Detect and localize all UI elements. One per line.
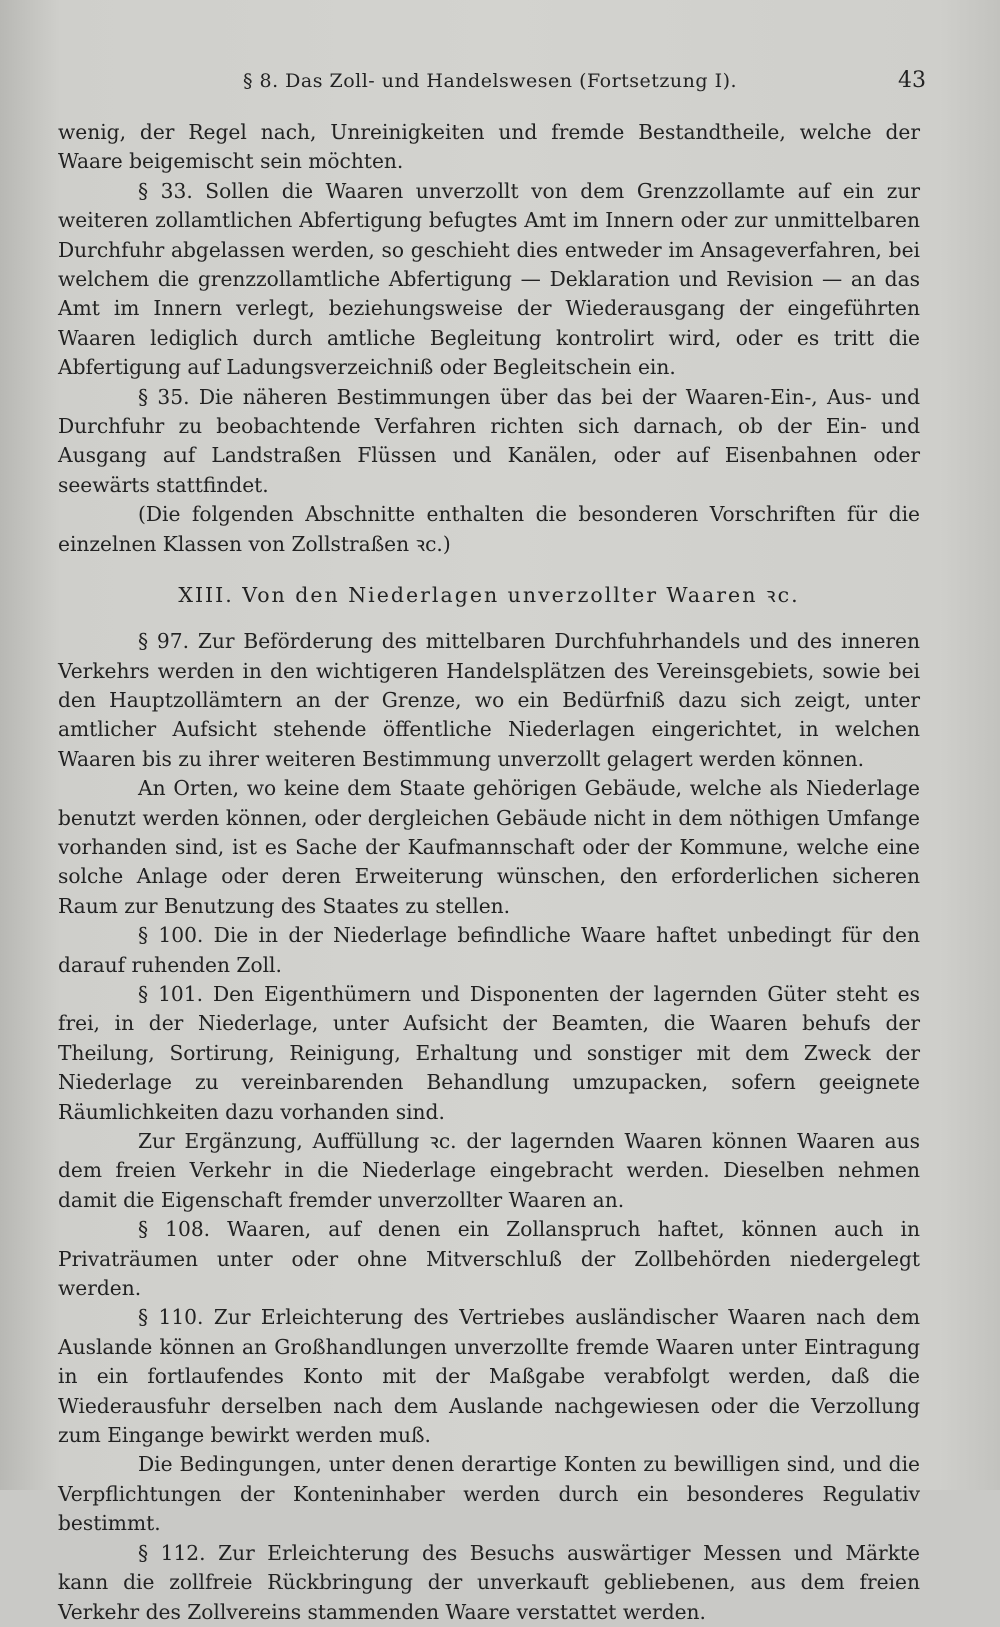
paragraph-section-100: § 100. Die in der Niederlage befindliche Waare haftet unbedingt für den darauf ruhenden Zoll. bbox=[58, 923, 920, 977]
paragraph-section-97: § 97. Zur Beförderung des mittelbaren Durchfuhrhandels und des inneren Verkehrs werden in den wichtigeren Handelsplätzen des Vereinsgebiets, sowie bei den Hauptzollämtern an der Grenze, wo ein Bedürfniß dazu sich zeigt, unter amtlicher Aufsicht stehende öffentliche Niederlagen eingerichtet, in welchen Waaren bis zu ihrer weiteren Bestimmung unverzollt gelagert werden können. bbox=[58, 629, 920, 771]
paragraph-section-101: § 101. Den Eigenthümern und Disponenten der lagernden Güter steht es frei, in der Niederlage, unter Aufsicht der Beamten, die Waaren behufs der Theilung, Sortirung, Reinigung, Erhaltung und sonstiger mit dem Zweck der Niederlage zu vereinbarenden Behandlung umzupacken, sofern geeignete Räumlichkeiten dazu vorhanden sind. bbox=[58, 981, 920, 1124]
running-head: § 8. Das Zoll- und Handelswesen (Fortsetzung I). bbox=[242, 70, 738, 92]
paragraph-section-35: § 35. Die näheren Bestimmungen über das bei der Waaren-Ein-, Aus- und Durchfuhr zu beobachtende Verfahren richten sich darnach, ob der Ein- und Ausgang auf Landstraßen Flüssen und Kanälen, oder auf Eisenbahnen oder seewärts stattfindet. bbox=[58, 384, 920, 497]
paragraph-section-101-cont: Zur Ergänzung, Auffüllung ꝛc. der lagernden Waaren können Waaren aus dem freien Verkehr in die Niederlage eingebracht werden. Dieselben nehmen damit die Eigenschaft fremder unverzollter Waaren an. bbox=[58, 1129, 920, 1212]
section-heading: XIII. Von den Niederlagen unverzollter Waaren ꝛc. bbox=[178, 583, 800, 608]
paragraph-note-sections: (Die folgenden Abschnitte enthalten die besonderen Vorschriften für die einzelnen Klassen von Zollstraßen ꝛc.) bbox=[58, 502, 920, 556]
paragraph-section-108: § 108. Waaren, auf denen ein Zollanspruch haftet, können auch in Privaträumen unter oder ohne Mitverschluß der Zollbehörden niedergelegt werden. bbox=[58, 1217, 920, 1301]
body-text bbox=[58, 118, 920, 1627]
paragraph-section-112: § 112. Zur Erleichterung des Besuchs auswärtiger Messen und Märkte kann die zollfreie Rückbringung der unverkauft gebliebenen, aus dem freien Verkehr des Zollvereins stammenden Waare verstattet werden. bbox=[58, 1540, 920, 1624]
paragraph-section-97-cont: An Orten, wo keine dem Staate gehörigen Gebäude, welche als Niederlage benutzt werden können, oder dergleichen Gebäude nicht in dem nöthigen Umfange vorhanden sind, ist es Sache der Kaufmannschaft oder der Kommune, welche eine solche Anlage oder deren Erweiterung wünschen, den erforderlichen sicheren Raum zur Benutzung des Staates zu stellen. bbox=[58, 776, 920, 918]
page-number: 43 bbox=[898, 68, 926, 93]
paragraph-section-110-cont: Die Bedingungen, unter denen derartige Konten zu bewilligen sind, und die Verpflichtungen der Konteninhaber werden durch ein besonderes Regulativ bestimmt. bbox=[58, 1452, 920, 1536]
paragraph-section-33: § 33. Sollen die Waaren unverzollt von dem Grenzzollamte auf ein zur weiteren zollamtlichen Abfertigung befugtes Amt im Innern oder zur unmittelbaren Durchfuhr abgelassen werden, so geschieht dies entweder im Ansageverfahren, bei welchem die grenzzollamtliche Abfertigung — Deklaration und Revision — an das Amt im Innern verlegt, beziehungsweise der Wiederausgang der eingeführten Waaren lediglich durch amtliche Begleitung kontrolirt wird, oder es tritt die Abfertigung auf Ladungsverzeichniß oder Begleitschein ein. bbox=[58, 178, 920, 380]
paragraph-section-110: § 110. Zur Erleichterung des Vertriebes ausländischer Waaren nach dem Auslande können an Großhandlungen unverzollte fremde Waaren unter Eintragung in ein fortlaufendes Konto mit der Maßgabe verabfolgt werden, daß die Wiederausfuhr derselben nach dem Auslande nachgewiesen oder die Verzollung zum Eingange bewirkt werden muß. bbox=[58, 1305, 920, 1448]
page-header bbox=[60, 68, 926, 98]
paragraph-continuation: wenig, der Regel nach, Unreinigkeiten und fremde Bestandtheile, welche der Waare beigemischt sein möchten. bbox=[58, 120, 920, 174]
